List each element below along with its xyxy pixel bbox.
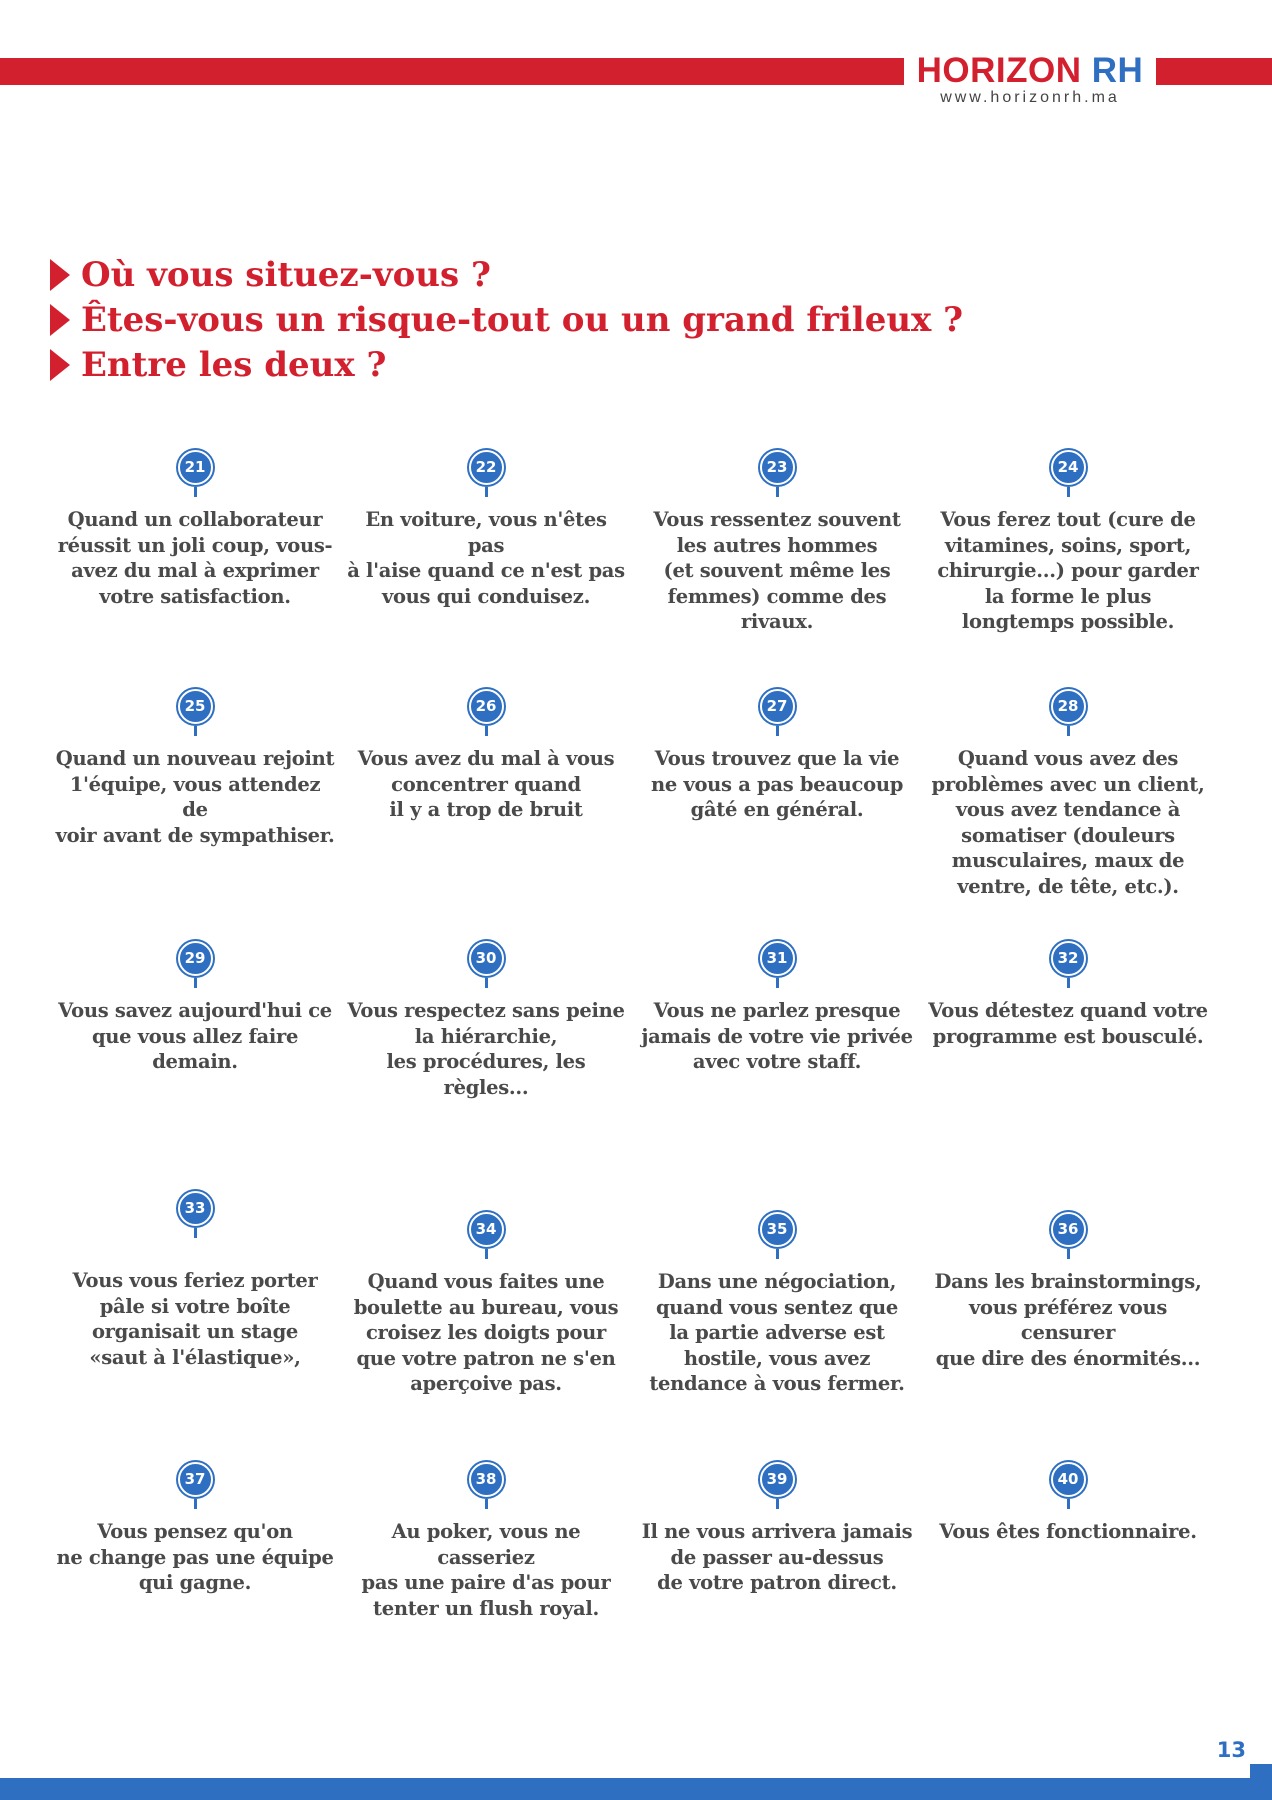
map-pin-icon [928,941,1208,988]
question-text: Vous êtes fonctionnaire. [939,1520,1197,1543]
map-pin-icon [637,1212,917,1259]
question-text: Vous détestez quand votre programme est bousculé. [928,999,1208,1048]
question-number: 40 [1051,1462,1086,1497]
map-pin-icon [928,1462,1208,1509]
map-pin-icon [346,1212,626,1259]
question-text: Vous ferez tout (cure de vitamines, soins, sport, chirurgie...) pour garder la forme le plus longtemps possible. [937,508,1199,633]
question-number: 35 [760,1212,795,1247]
question-item-23 [637,450,917,635]
map-pin-icon [637,689,917,736]
question-number: 23 [760,450,795,485]
question-text: Dans une négociation, quand vous sentez que la partie adverse est hostile, vous avez tendance à vous fermer. [649,1270,905,1395]
map-pin-icon [55,941,335,988]
question-item-21 [55,450,335,609]
question-number: 21 [178,450,213,485]
footer-bar [0,1778,1250,1800]
question-text: Quand un collaborateur réussit un joli coup, vous- avez du mal à exprimer votre satisfaction. [57,508,333,608]
map-pin-icon [637,1462,917,1509]
question-text: Quand vous faites une boulette au bureau, vous croisez les doigts pour que votre patron ne s'en aperçoive pas. [353,1270,619,1395]
question-text: Vous savez aujourd'hui ce que vous allez faire demain. [58,999,332,1073]
map-pin-icon [55,689,335,736]
question-item-22 [346,450,626,609]
question-item-37 [55,1462,335,1596]
question-text: Quand vous avez des problèmes avec un client, vous avez tendance à somatiser (douleurs musculaires, maux de ventre, de tête, etc.). [931,747,1205,898]
question-number: 38 [469,1462,504,1497]
question-item-35 [637,1212,917,1397]
question-item-40 [928,1462,1208,1545]
question-text: Vous ressentez souvent les autres hommes (et souvent même les femmes) comme des rivaux. [653,508,901,633]
question-text: Il ne vous arrivera jamais de passer au-dessus de votre patron direct. [641,1520,913,1594]
page-number: 13 [1216,1738,1246,1762]
question-number: 28 [1051,689,1086,724]
question-item-38 [346,1462,626,1621]
question-item-25 [55,689,335,848]
map-pin-icon [55,1462,335,1509]
question-number: 30 [469,941,504,976]
map-pin-icon [637,450,917,497]
question-number: 25 [178,689,213,724]
question-item-24 [928,450,1208,635]
question-number: 39 [760,1462,795,1497]
question-item-26 [346,689,626,823]
question-text: Vous avez du mal à vous concentrer quand il y a trop de bruit [357,747,615,821]
question-text: Vous trouvez que la vie ne vous a pas beaucoup gâté en général. [650,747,904,821]
map-pin-icon [928,1212,1208,1259]
map-pin-icon [928,450,1208,497]
question-text: Vous pensez qu'on ne change pas une équipe qui gagne. [56,1520,334,1594]
map-pin-icon [928,689,1208,736]
question-text: Vous ne parlez presque jamais de votre vie privée avec votre staff. [641,999,913,1073]
question-number: 33 [178,1191,213,1226]
map-pin-icon [55,1191,335,1238]
question-item-31 [637,941,917,1075]
question-text: Au poker, vous ne casseriez pas une paire d'as pour tenter un flush royal. [361,1520,611,1620]
question-text: Quand un nouveau rejoint 1'équipe, vous attendez de voir avant de sympathiser. [55,747,335,847]
question-item-28 [928,689,1208,899]
heading-text: Êtes-vous un risque-tout ou un grand frileux ? [81,299,964,340]
map-pin-icon [346,689,626,736]
heading-text: Où vous situez-vous ? [81,254,491,295]
question-number: 24 [1051,450,1086,485]
question-item-32 [928,941,1208,1049]
question-item-29 [55,941,335,1075]
question-number: 34 [469,1212,504,1247]
question-item-30 [346,941,626,1100]
question-number: 26 [469,689,504,724]
question-text: En voiture, vous n'êtes pas à l'aise quand ce n'est pas vous qui conduisez. [347,508,625,608]
question-item-34 [346,1212,626,1397]
map-pin-icon [346,450,626,497]
map-pin-icon [346,1462,626,1509]
question-text: Vous vous feriez porter pâle si votre boîte organisait un stage «saut à l'élastique», [72,1269,318,1369]
question-number: 29 [178,941,213,976]
heading-text: Entre les deux ? [81,344,387,385]
brand-name-part2: RH [1091,51,1144,90]
map-pin-icon [346,941,626,988]
question-item-36 [928,1212,1208,1371]
brand-url: www.horizonrh.ma [940,89,1120,106]
question-number: 27 [760,689,795,724]
question-number: 31 [760,941,795,976]
question-number: 37 [178,1462,213,1497]
question-item-27 [637,689,917,823]
question-item-33 [55,1191,335,1370]
question-number: 32 [1051,941,1086,976]
question-item-39 [637,1462,917,1596]
question-number: 36 [1051,1212,1086,1247]
question-text: Dans les brainstormings, vous préférez vous censurer que dire des énormités... [934,1270,1202,1370]
map-pin-icon [637,941,917,988]
question-text: Vous respectez sans peine la hiérarchie, les procédures, les règles... [347,999,625,1099]
brand-name-part1: HORIZON [916,51,1082,90]
footer-corner-block [1250,1764,1272,1800]
question-number: 22 [469,450,504,485]
map-pin-icon [55,450,335,497]
